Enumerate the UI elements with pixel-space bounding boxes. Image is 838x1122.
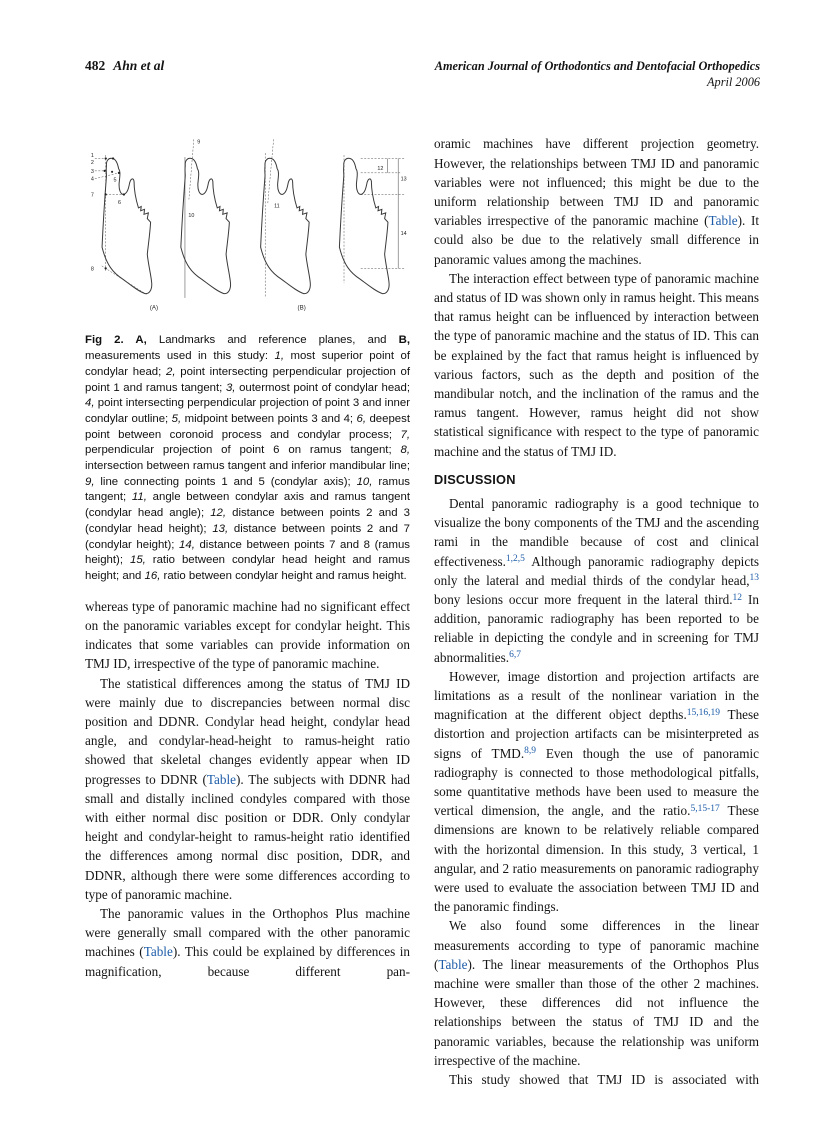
figure-part-labels bbox=[150, 305, 306, 312]
caption-item-text: point intersecting perpendicular projection of point 3 and inner condylar outline; bbox=[85, 397, 410, 425]
figure-caption-mid: Landmarks and reference planes, and bbox=[146, 334, 399, 347]
figure-part-b-label: (B) bbox=[297, 305, 306, 313]
figure-part-a-label: (A) bbox=[149, 305, 159, 313]
table-link[interactable]: Table bbox=[206, 771, 237, 787]
text-segment: These dimensions are known to be relatively reliable compared with the horizontal dimension. In this study, 3 vertical, 1 angular, and 2 ratio measurements on panoramic radiography were used to evaluate the association between TMJ ID and the panoramic findings. bbox=[434, 803, 759, 915]
page-number: 482 bbox=[85, 58, 106, 73]
landmark-label-11: 11 bbox=[274, 203, 280, 210]
issue-date: April 2006 bbox=[707, 75, 760, 90]
running-authors: Ahn et al bbox=[113, 58, 165, 73]
citation-ref[interactable]: 1,2,5 bbox=[505, 554, 525, 565]
figure-caption-items bbox=[85, 350, 410, 582]
caption-item-text: midpoint between points 3 and 4; bbox=[181, 412, 357, 425]
landmark-label-6: 6 bbox=[117, 200, 121, 207]
landmark-label-13: 13 bbox=[400, 177, 407, 184]
caption-item-number: 15, bbox=[129, 554, 146, 567]
caption-item-number: 8, bbox=[400, 444, 410, 457]
caption-item-text: ratio between condylar height and ramus height. bbox=[160, 569, 407, 582]
text-segment: whereas type of panoramic machine had no significant effect on the panoramic variables except for condylar height. This indicates that some variables can provide information on TMJ ID, irrespective of the type of panoramic machine. bbox=[85, 598, 410, 672]
text-segment: oramic machines have different projection geometry. However, the relationships between TMJ ID and panoramic variables were not influenced; this might be due to the uniform relationship between TMJ ID and panoramic variables irrespective of the panoramic machine ( bbox=[434, 136, 759, 229]
paragraph bbox=[85, 597, 410, 674]
page-header bbox=[85, 58, 760, 90]
mandible-outline-b1 bbox=[261, 159, 311, 294]
text-segment: bony lesions occur more frequent in the lateral third. bbox=[434, 591, 733, 607]
caption-item-number: 4, bbox=[85, 397, 95, 410]
caption-item-number: 16, bbox=[144, 569, 161, 582]
citation-ref[interactable]: 12 bbox=[732, 592, 743, 603]
text-segment: ). The subjects with DDNR had small and distally inclined condyles compared with those with either normal disc position or DDR. Only condylar height and condylar-height to ramus-height ratio identified the differences among normal disc position, DDR, and DDNR, although there were some differences according to type of panoramic machine. bbox=[85, 771, 410, 902]
caption-item-number: 7, bbox=[400, 428, 410, 441]
table-link[interactable]: Table bbox=[438, 956, 468, 972]
caption-item-text: ratio between condylar head height and ramus height; and bbox=[85, 554, 410, 582]
paragraph bbox=[434, 916, 759, 1070]
figure-caption bbox=[85, 333, 410, 584]
text-segment: ). It could also be due to the relatively small difference in panoramic values among the machines. bbox=[434, 213, 760, 267]
caption-item-text: most superior point of condylar head; bbox=[85, 350, 410, 378]
caption-item-number: 1, bbox=[274, 350, 284, 363]
paragraph bbox=[85, 904, 410, 981]
table-link[interactable]: Table bbox=[143, 944, 173, 960]
caption-item-text: outermost point of condylar head; bbox=[235, 381, 410, 394]
running-head-right bbox=[435, 58, 760, 90]
caption-item-number: 13, bbox=[212, 522, 229, 535]
caption-item-text: angle between condylar axis and ramus tangent (condylar head angle); bbox=[85, 491, 410, 520]
landmark-label-9: 9 bbox=[197, 139, 201, 146]
paragraph bbox=[434, 269, 759, 461]
landmark-label-2: 2 bbox=[90, 160, 94, 167]
mandible-drawings bbox=[102, 159, 389, 294]
text-segment: Although panoramic radiography depicts only the lateral and medial thirds of the condylar head, bbox=[434, 553, 759, 588]
landmark-label-3: 3 bbox=[90, 169, 94, 176]
caption-item-text: ramus tangent; bbox=[85, 475, 410, 504]
caption-item-text: deepest point between coronoid process and condylar process; bbox=[85, 412, 410, 441]
text-segment: We also found some differences in the linear measurements according to type of panoramic machine ( bbox=[434, 918, 759, 972]
landmark-label-4: 4 bbox=[90, 177, 94, 184]
citation-ref[interactable]: 6,7 bbox=[509, 650, 521, 661]
text-segment: In addition, panoramic radiography has been reported to be reliable in depicting the condyle and in screening for TMJ abnormalities. bbox=[434, 591, 759, 665]
caption-item-text: distance between points 2 and 7 (condylar height); bbox=[85, 522, 410, 551]
text-segment: The panoramic values in the Orthophos Plus machine were generally small compared with the other panoramic machines ( bbox=[85, 905, 410, 960]
caption-item-text: point intersecting perpendicular projection of point 1 and ramus tangent; bbox=[85, 365, 411, 394]
caption-item-number: 6, bbox=[356, 412, 367, 425]
figure-caption-lead: Fig 2. A, bbox=[85, 334, 147, 347]
mandible-outline-b2 bbox=[339, 159, 389, 294]
paragraph bbox=[434, 1070, 759, 1089]
landmark-label-8: 8 bbox=[90, 266, 94, 273]
paragraph bbox=[85, 674, 410, 904]
caption-item-number: 14, bbox=[179, 538, 195, 551]
landmark-label-7: 7 bbox=[90, 192, 94, 199]
caption-item-text: distance between points 7 and 8 (ramus height); bbox=[85, 538, 411, 567]
citation-ref[interactable]: 13 bbox=[749, 573, 759, 584]
text-segment: The interaction effect between type of panoramic machine and status of ID was shown only in ramus height. This means that ramus height can be influenced by interaction between the type of panoramic machine and the status of ID. This can be explained by the fact that ramus height is influenced by various factors, such as the depth and position of the mandibular notch, and the inclination of the ramus and the ramus tangent. However, ramus height did not show statistical significance with respect to the type of panoramic machine and the status of TMJ ID. bbox=[434, 270, 759, 459]
caption-item-number: 2, bbox=[166, 365, 176, 378]
landmark-label-10: 10 bbox=[188, 213, 195, 220]
table-link[interactable]: Table bbox=[708, 213, 738, 229]
caption-item-text: distance between points 2 and 3 (condylar head height); bbox=[85, 507, 410, 535]
right-column bbox=[434, 134, 759, 1089]
landmark-label-1: 1 bbox=[90, 153, 94, 160]
citation-ref[interactable]: 8,9 bbox=[524, 746, 536, 757]
caption-item-number: 9, bbox=[85, 475, 95, 488]
journal-title: American Journal of Orthodontics and Dentofacial Orthopedics bbox=[434, 59, 760, 73]
mandible-outline-a1 bbox=[102, 159, 152, 294]
paragraph bbox=[434, 667, 759, 917]
caption-item-number: 3, bbox=[225, 381, 236, 394]
figure-caption-part-b: B, bbox=[398, 334, 410, 347]
figure-caption-intro: measurements used in this study: bbox=[85, 350, 275, 363]
caption-item-number: 12, bbox=[210, 507, 227, 520]
text-segment: ). The linear measurements of the Orthophos Plus machine were smaller than those of the other 2 machines. However, these differences did not influence the relationships between the status of TMJ ID and the panoramic variables, because the relationship was uniform irrespective of the machine. bbox=[434, 956, 759, 1068]
caption-item-number: 10, bbox=[356, 475, 373, 488]
text-segment: However, image distortion and projection artifacts are limitations as a result of the nonlinear variation in the magnification at the different object depths. bbox=[434, 668, 759, 723]
discussion-heading: DISCUSSION bbox=[434, 471, 516, 487]
figure-2-image bbox=[85, 134, 410, 319]
text-segment: The statistical differences among the status of TMJ ID were mainly due to discrepancies between normal disc position and DDNR. Condylar head height, condylar head angle, and condylar-head-height to ramus-height ratio showed that skeletal changes evidently appear when ID progresses to DDNR ( bbox=[85, 675, 410, 787]
paragraph bbox=[434, 494, 759, 667]
caption-item-text: intersection between ramus tangent and inferior mandibular line; bbox=[85, 460, 410, 473]
text-segment: ). This could be explained by differences in magnification, because different pan- bbox=[85, 944, 410, 979]
figure-2 bbox=[85, 134, 410, 584]
two-column-body bbox=[85, 134, 760, 1089]
figure-annotations bbox=[91, 140, 407, 299]
citation-ref[interactable]: 5,15-17 bbox=[690, 803, 720, 814]
text-segment: These distortion and projection artifacts can be misinterpreted as signs of TMD. bbox=[434, 707, 760, 761]
paragraph bbox=[434, 134, 759, 268]
landmark-label-5: 5 bbox=[113, 178, 117, 185]
mandible-outline-a2 bbox=[181, 159, 231, 294]
text-segment: Even though the use of panoramic radiography is connected to those methodological pitfalls, some quantitative methods have been used to measure the vertical dimension, the angle, and the ratio. bbox=[434, 745, 760, 819]
caption-item-text: perpendicular projection of point 6 on ramus tangent; bbox=[85, 444, 401, 457]
running-head-left bbox=[85, 58, 164, 74]
caption-item-text: line connecting points 1 and 5 (condylar axis); bbox=[94, 475, 357, 488]
caption-item-number: 5, bbox=[171, 412, 182, 425]
caption-item-number: 11, bbox=[131, 491, 147, 504]
text-segment: This study showed that TMJ ID is associated with bbox=[449, 1071, 759, 1087]
left-column bbox=[85, 134, 410, 1089]
citation-ref[interactable]: 15,16,19 bbox=[686, 707, 720, 718]
text-segment: Dental panoramic radiography is a good technique to visualize the bony components of the TMJ and the ascending rami in the mandible because of cost and clinical effectiveness. bbox=[434, 495, 759, 569]
landmark-label-12: 12 bbox=[377, 166, 384, 173]
landmark-label-14: 14 bbox=[400, 231, 407, 238]
